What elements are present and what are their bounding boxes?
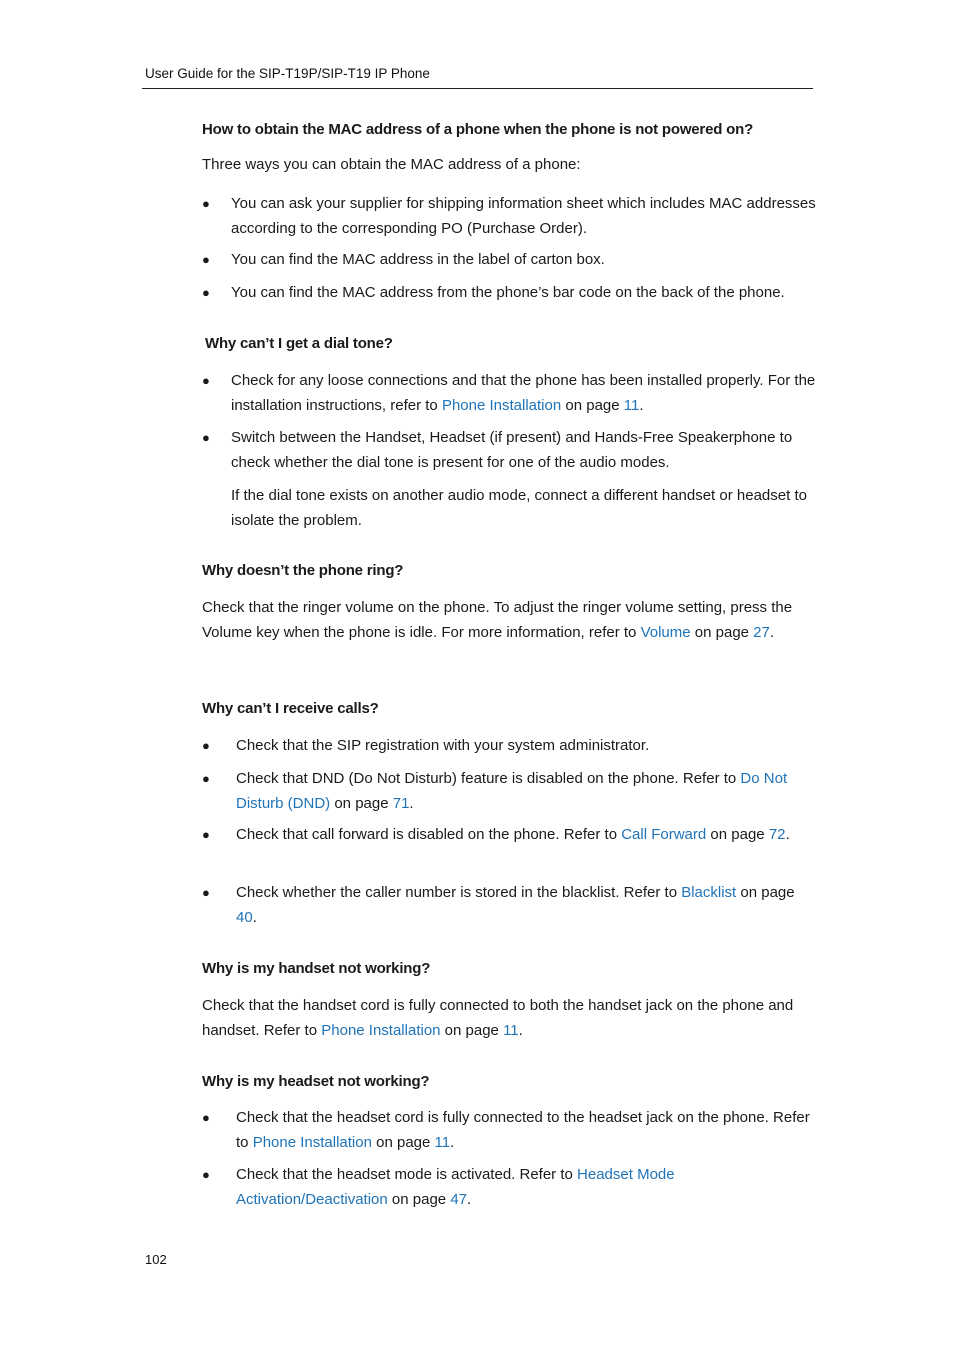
paragraph-handset: Check that the handset cord is fully connected to both the handset jack on the phone and handset. Refer to Phone Installation on page 11. [202,997,794,1039]
link-page-71[interactable]: 71 [392,795,410,812]
link-page-11[interactable]: 11 [434,1134,451,1151]
heading-phone-ring: Why doesn’t the phone ring? [202,562,404,579]
link-page-11[interactable]: 11 [623,397,640,414]
heading-handset: Why is my handset not working? [202,960,431,977]
link-phone-installation[interactable]: Phone Installation [252,1134,372,1151]
bullet-icon: ● [202,1167,210,1182]
link-headset-mode-activation[interactable]: Headset Mode Activation/Deactivation [236,1166,675,1208]
header-rule [142,88,813,89]
link-page-47[interactable]: 47 [450,1191,467,1208]
bullet-icon: ● [202,252,210,267]
bullet-icon: ● [202,285,210,300]
heading-dial-tone: Why can’t I get a dial tone? [205,335,393,352]
paragraph-mac-intro: Three ways you can obtain the MAC address of a phone: [202,156,581,173]
bullet-icon: ● [202,373,210,388]
link-blacklist[interactable]: Blacklist [681,884,737,901]
link-page-72[interactable]: 72 [768,826,786,843]
paragraph-ring: Check that the ringer volume on the phone. To adjust the ringer volume setting, press the Volume key when the phone is idle. For more information, refer to Volume on page 27. [202,599,793,641]
link-do-not-disturb[interactable]: Do Not Disturb (DND) [236,770,788,812]
heading-headset: Why is my headset not working? [202,1073,430,1090]
bullet-icon: ● [202,738,210,753]
bullet-icon: ● [202,1110,210,1125]
link-page-27[interactable]: 27 [753,624,770,641]
page-number: 102 [145,1252,167,1267]
link-call-forward[interactable]: Call Forward [621,826,707,843]
link-page-11[interactable]: 11 [503,1022,519,1039]
link-phone-installation[interactable]: Phone Installation [321,1022,441,1039]
bullet-icon: ● [202,430,210,445]
link-volume[interactable]: Volume [640,624,691,641]
bullet-icon: ● [202,196,210,211]
paragraph-dial-note: If the dial tone exists on another audio mode, connect a different handset or headset to isolate the problem. [231,487,807,529]
bullet-icon: ● [202,885,210,900]
running-header: User Guide for the SIP-T19P/SIP-T19 IP Phone [145,66,430,81]
bullet-icon: ● [202,771,210,786]
link-phone-installation[interactable]: Phone Installation [441,397,562,414]
link-page-40[interactable]: 40 [236,909,253,926]
heading-receive-calls: Why can’t I receive calls? [202,700,379,717]
bullet-icon: ● [202,827,210,842]
heading-mac-address: How to obtain the MAC address of a phone when the phone is not powered on? [202,121,754,138]
